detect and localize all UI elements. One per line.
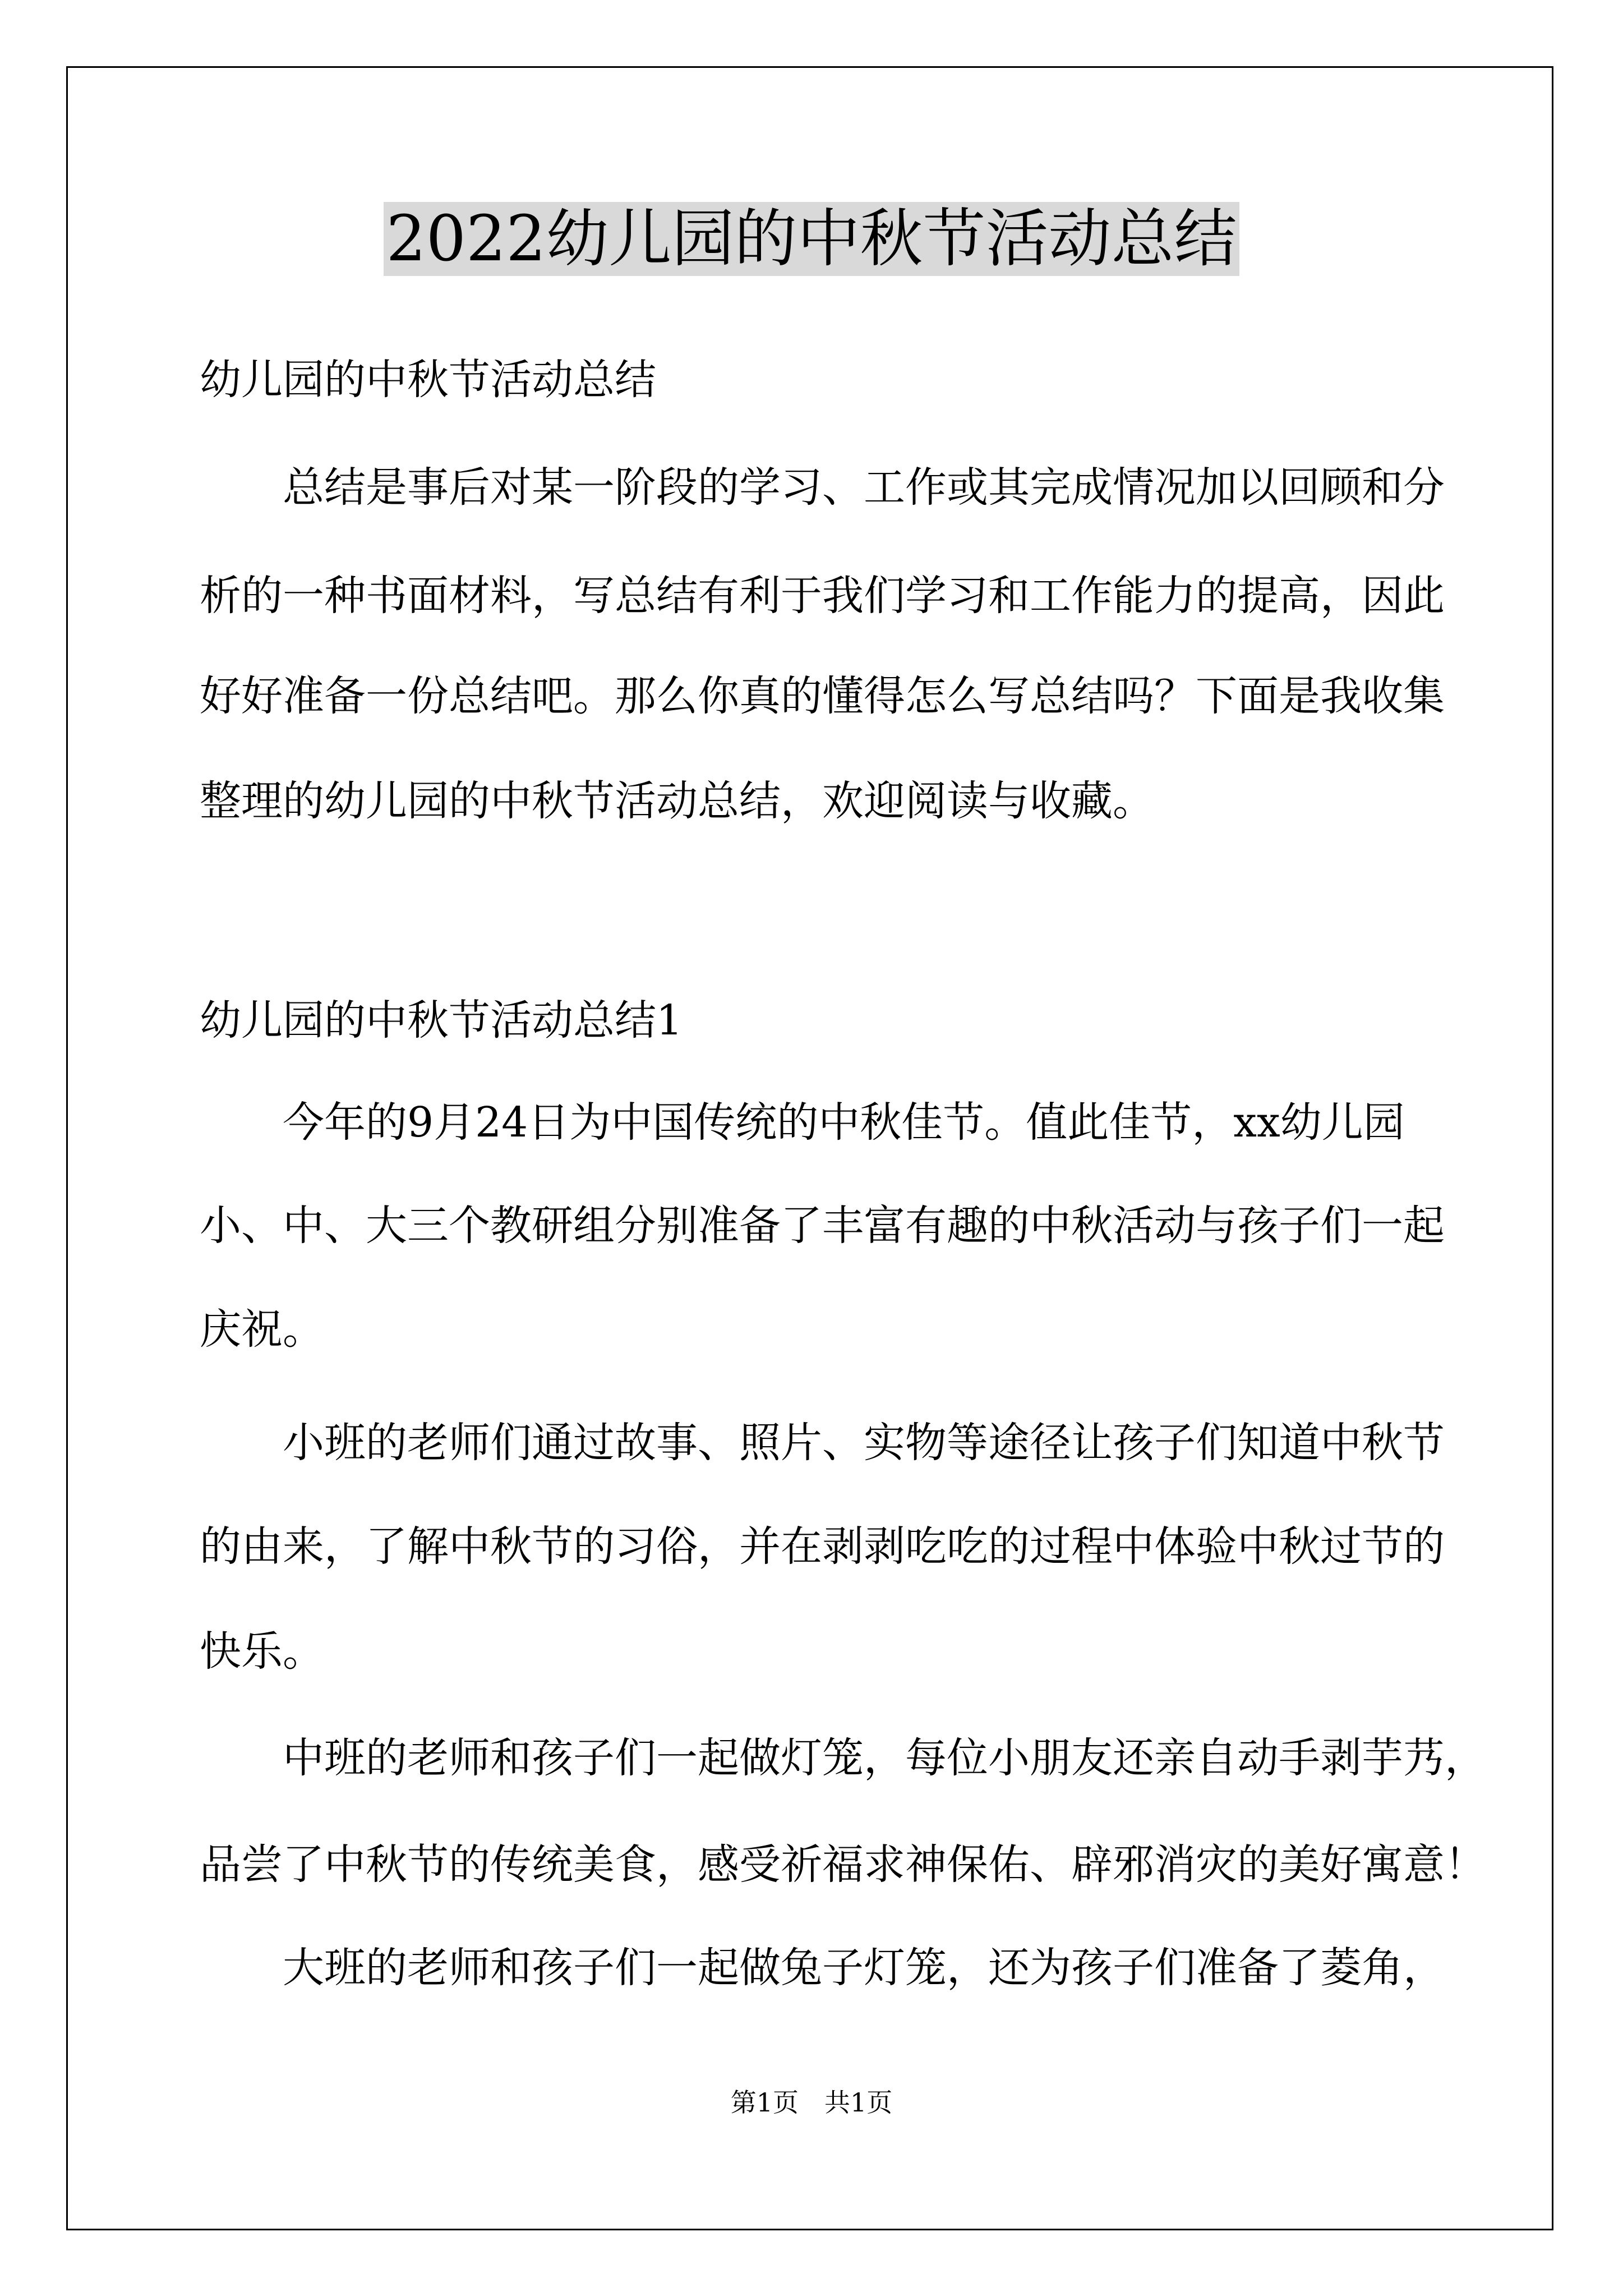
intro-line: 总结是事后对某一阶段的学习、工作或其完成情况加以回顾和分 xyxy=(283,463,1445,512)
intro-line: 析的一种书面材料，写总结有利于我们学习和工作能力的提高，因此 xyxy=(200,572,1445,620)
paragraph-line: 的由来，了解中秋节的习俗，并在剥剥吃吃的过程中体验中秋过节的 xyxy=(200,1522,1445,1571)
paragraph-line: 小、中、大三个教研组分别准备了丰富有趣的中秋活动与孩子们一起 xyxy=(200,1202,1445,1250)
intro-line: 整理的幼儿园的中秋节活动总结，欢迎阅读与收藏。 xyxy=(200,777,1154,825)
page-number: 第1页 共1页 xyxy=(730,2087,893,2118)
title-container xyxy=(0,202,1623,276)
section-heading: 幼儿园的中秋节活动总结1 xyxy=(200,996,683,1045)
paragraph-line: 今年的9月24日为中国传统的中秋佳节。值此佳节，xx幼儿园 xyxy=(283,1098,1405,1147)
paragraph-line: 快乐。 xyxy=(200,1627,324,1676)
paragraph-line: 大班的老师和孩子们一起做兔子灯笼，还为孩子们准备了菱角， xyxy=(283,1944,1445,1992)
paragraph-line: 品尝了中秋节的传统美食，感受祈福求神保佑、辟邪消灾的美好寓意！ xyxy=(200,1841,1486,1889)
paragraph-line: 小班的老师们通过故事、照片、实物等途径让孩子们知道中秋节 xyxy=(283,1419,1445,1467)
section-heading: 幼儿园的中秋节活动总结 xyxy=(200,356,656,404)
paragraph-line: 中班的老师和孩子们一起做灯笼，每位小朋友还亲自动手剥芋艿， xyxy=(283,1734,1486,1782)
document-title: 2022幼儿园的中秋节活动总结 xyxy=(384,202,1239,276)
intro-line: 好好准备一份总结吧。那么你真的懂得怎么写总结吗？下面是我收集 xyxy=(200,672,1445,720)
paragraph-line: 庆祝。 xyxy=(200,1305,324,1354)
